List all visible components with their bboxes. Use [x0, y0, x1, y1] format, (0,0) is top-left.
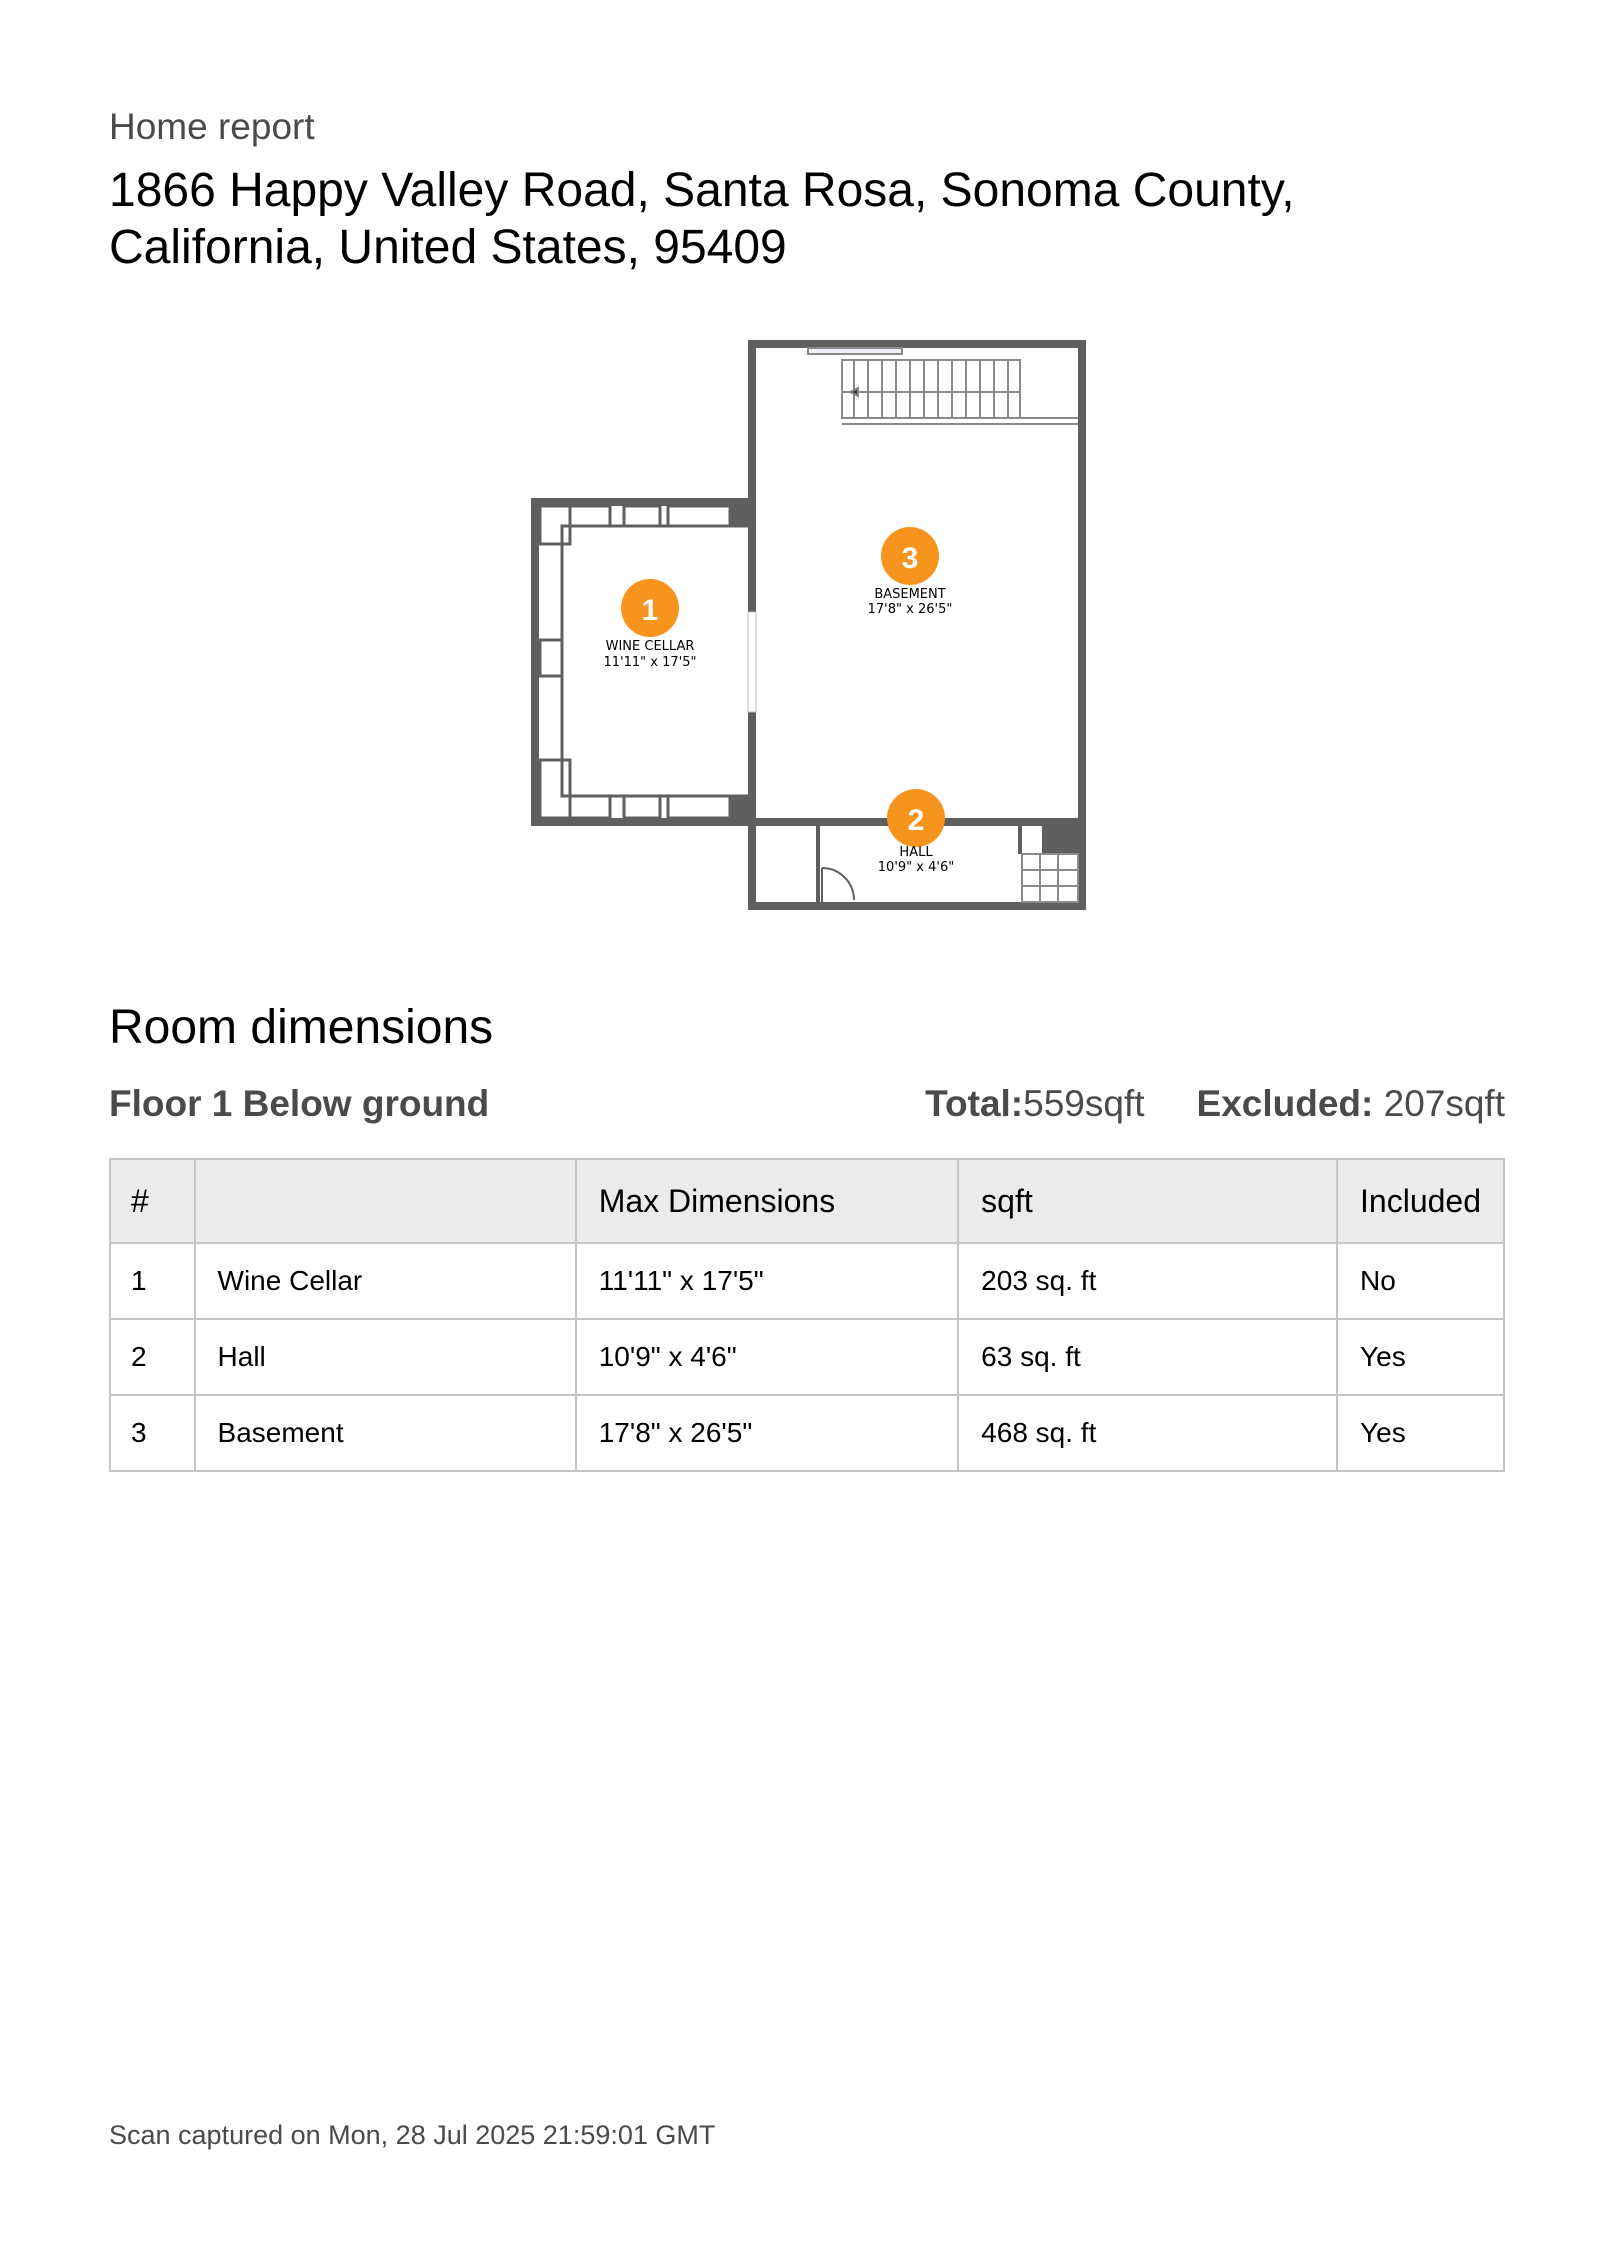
room-marker-3 [868, 527, 953, 617]
cell-number: 3 [110, 1395, 195, 1471]
excluded-value: 207sqft [1373, 1083, 1505, 1124]
cell-included: Yes [1337, 1319, 1504, 1395]
room-marker-2-number: 2 [907, 804, 925, 837]
table-row [110, 1243, 1504, 1319]
property-address: 1866 Happy Valley Road, Santa Rosa, Sonoma County, California, United States, 95409 [109, 164, 1295, 274]
column-header-max-dimensions: Max Dimensions [576, 1159, 958, 1243]
basement-stair-treads [850, 360, 1008, 418]
table-row [110, 1395, 1504, 1471]
cell-number: 2 [110, 1319, 195, 1395]
room-marker-1-number: 1 [641, 594, 659, 627]
cell-sqft: 468 sq. ft [958, 1395, 1337, 1471]
room-label-wine-cellar: WINE CELLAR [605, 639, 695, 654]
area-totals [925, 1083, 1505, 1125]
cell-number: 1 [110, 1243, 195, 1319]
table-row [110, 1319, 1504, 1395]
cell-room-name: Hall [195, 1319, 576, 1395]
hall-door [822, 868, 854, 902]
scan-capture-timestamp: Scan captured on Mon, 28 Jul 2025 21:59:01 GMT [109, 2120, 716, 2150]
cell-included: No [1337, 1243, 1504, 1319]
cellar-doorway [748, 612, 756, 712]
room-marker-1 [604, 579, 697, 670]
cell-included: Yes [1337, 1395, 1504, 1471]
cell-max-dimensions: 10'9" x 4'6" [576, 1319, 958, 1395]
column-header-room [195, 1159, 576, 1243]
floor-plan [520, 330, 1090, 930]
room-marker-3-number: 3 [901, 542, 919, 575]
cell-room-name: Basement [195, 1395, 576, 1471]
cell-sqft: 63 sq. ft [958, 1319, 1337, 1395]
column-header-included: Included [1337, 1159, 1504, 1243]
room-dims-hall: 10'9" x 4'6" [877, 860, 955, 875]
cell-max-dimensions: 11'11" x 17'5" [576, 1243, 958, 1319]
stair-direction-arrow-icon [850, 388, 858, 396]
room-dimensions-title: Room dimensions [109, 1001, 494, 1054]
cell-sqft: 203 sq. ft [958, 1243, 1337, 1319]
column-header-sqft: sqft [958, 1159, 1337, 1243]
room-dims-wine-cellar: 11'11" x 17'5" [603, 655, 697, 670]
room-dimensions-table [109, 1158, 1505, 1472]
cell-max-dimensions: 17'8" x 26'5" [576, 1395, 958, 1471]
excluded-label: Excluded: [1196, 1083, 1374, 1124]
report-kicker: Home report [109, 106, 315, 147]
total-value: 559sqft [1023, 1083, 1145, 1124]
basement-stairs [808, 348, 1078, 424]
room-marker-2 [878, 789, 954, 875]
room-label-basement: BASEMENT [874, 587, 946, 602]
floor-label: Floor 1 Below ground [109, 1083, 490, 1124]
room-label-hall: HALL [899, 845, 933, 860]
total-label: Total: [925, 1083, 1024, 1124]
table-header-row [110, 1159, 1504, 1243]
floor-plan-walls [535, 344, 1082, 906]
column-header-number: # [110, 1159, 195, 1243]
cell-room-name: Wine Cellar [195, 1243, 576, 1319]
room-dims-basement: 17'8" x 26'5" [867, 602, 953, 617]
hall-stairs [1022, 854, 1078, 902]
